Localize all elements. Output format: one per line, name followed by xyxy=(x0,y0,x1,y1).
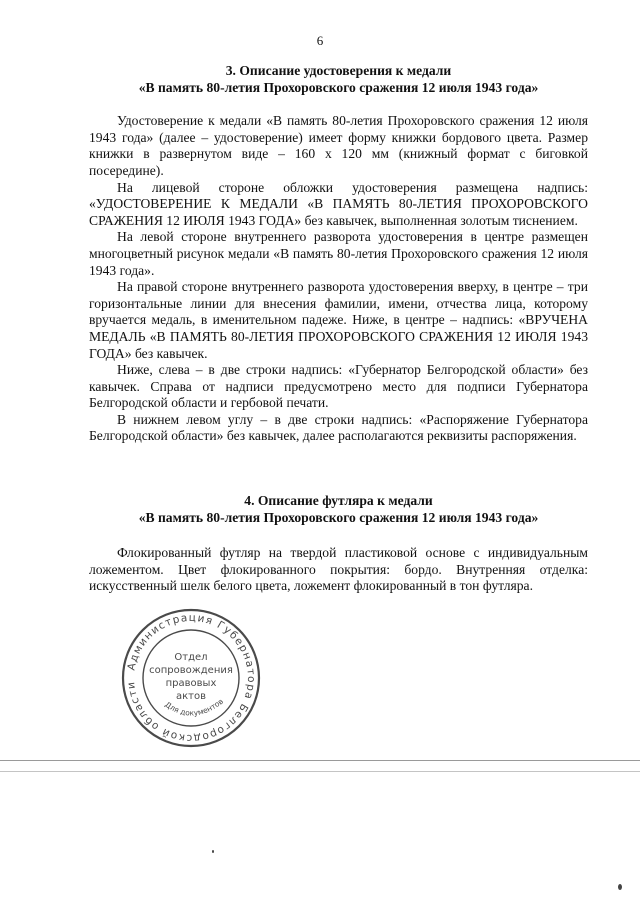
stamp-center-line: правовых xyxy=(165,678,217,689)
paragraph: Ниже, слева – в две строки надпись: «Губернатор Белгородской области» без кавычек. Справа от надписи предусмотрено место для подписи Губернатора Белгородской области и гербовой печати. xyxy=(89,362,588,411)
paragraph: Удостоверение к медали «В память 80-летия Прохоровского сражения 12 июля 1943 года» (далее – удостоверение) имеет форму книжки бордового цвета. Размер книжки в развернутом виде – 160 х 120 мм (книжный формат с биговкой посередине). xyxy=(89,113,588,178)
stamp-bottom-text: Для документов xyxy=(163,696,225,718)
stamp-ring-text: Администрация Губернатора Белгородской области xyxy=(124,611,258,745)
official-stamp xyxy=(120,607,262,749)
paragraph: На правой стороне внутреннего разворота удостоверения вверху, в центре – три горизонтальные линии для внесения фамилии, имени, отчества лица, которому вручается медаль, в именительном падеже. Ниже, в центре – надпись: «ВРУЧЕНА МЕДАЛЬ «В ПАМЯТЬ 80-ЛЕТИЯ ПРОХОРОВСКОГО СРАЖЕНИЯ 12 ИЮЛЯ 1943 ГОДА» без кавычек. xyxy=(89,279,588,361)
scan-divider-line xyxy=(0,760,640,761)
paragraph: В нижнем левом углу – в две строки надпись: «Распоряжение Губернатора Белгородской области» без кавычек, далее располагаются реквизиты распоряжения. xyxy=(89,411,588,444)
paragraph: На левой стороне внутреннего разворота удостоверения в центре размещен многоцветный рисунок медали «В память 80-летия Прохоровского сражения 12 июля 1943 года». xyxy=(89,229,588,278)
scan-speck xyxy=(618,884,622,890)
paragraph: Флокированный футляр на твердой пластиковой основе с индивидуальным ложементом. Цвет флокированного покрытия: бордо. Внутренняя отделка: искусственный шелк белого цвета, ложемент флокированный в тон футляра. xyxy=(89,545,588,594)
section-4-title: 4. Описание футляра к медали xyxy=(244,493,433,508)
stamp-center-line: Отдел xyxy=(174,652,208,663)
stamp-center-line: актов xyxy=(175,691,207,702)
section-3-title: 3. Описание удостоверения к медали xyxy=(225,63,452,78)
paragraph: На лицевой стороне обложки удостоверения размещена надпись: «УДОСТОВЕРЕНИЕ К МЕДАЛИ «В ПАМЯТЬ 80-ЛЕТИЯ ПРОХОРОВСКОГО СРАЖЕНИЯ 12 ИЮЛЯ 1943 ГОДА» без кавычек, выполненная золотым тиснением. xyxy=(89,179,588,228)
scan-speck xyxy=(212,850,214,853)
section-3-body xyxy=(89,113,588,445)
section-3 xyxy=(89,63,588,445)
page-number: 6 xyxy=(316,33,324,48)
scan-divider-line xyxy=(0,771,640,772)
section-4 xyxy=(89,493,588,595)
stamp-center-line: сопровождения xyxy=(149,665,233,676)
section-3-subtitle: «В память 80-летия Прохоровского сражения 12 июля 1943 года» xyxy=(138,79,539,95)
section-4-body xyxy=(89,545,588,595)
section-4-subtitle: «В память 80-летия Прохоровского сражения 12 июля 1943 года» xyxy=(138,509,539,525)
